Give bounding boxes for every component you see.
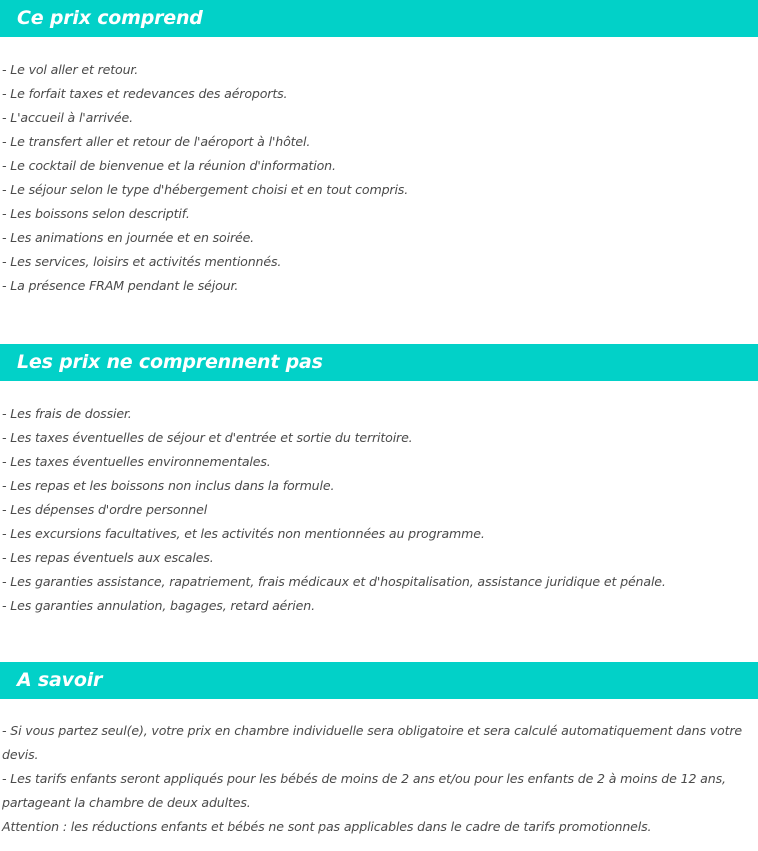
section-title: A savoir <box>17 669 103 691</box>
list-item: - Les taxes éventuelles environnementales. <box>2 454 271 469</box>
section-price-excludes <box>0 344 758 618</box>
list-item: - Les repas éventuels aux escales. <box>2 550 214 565</box>
section-header-good-to-know <box>0 662 758 699</box>
section-header-price-includes <box>0 0 758 37</box>
section-header-price-excludes <box>0 344 758 381</box>
list-item: - Les repas et les boissons non inclus dans la formule. <box>2 478 335 493</box>
list-item: - La présence FRAM pendant le séjour. <box>2 278 239 293</box>
list-item: - Les frais de dossier. <box>2 406 132 421</box>
list-item: - Les tarifs enfants seront appliqués pour les bébés de moins de 2 ans et/ou pour les enfants de 2 à moins de 12 ans, partageant la chambre de deux adultes. <box>2 771 726 810</box>
list-item: - Le séjour selon le type d'hébergement choisi et en tout compris. <box>2 182 409 197</box>
section-good-to-know <box>0 662 758 839</box>
list-item: Attention : les réductions enfants et bébés ne sont pas applicables dans le cadre de tarifs promotionnels. <box>2 819 652 834</box>
section-body-price-excludes <box>0 381 758 618</box>
list-item: - Le cocktail de bienvenue et la réunion d'information. <box>2 158 336 173</box>
list-item: - Les animations en journée et en soirée. <box>2 230 255 245</box>
list-item: - Les excursions facultatives, et les activités non mentionnées au programme. <box>2 526 485 541</box>
section-title: Les prix ne comprennent pas <box>17 351 323 373</box>
list-item: - Les taxes éventuelles de séjour et d'entrée et sortie du territoire. <box>2 430 413 445</box>
section-body-price-includes <box>0 37 758 298</box>
list-item: - Le transfert aller et retour de l'aéroport à l'hôtel. <box>2 134 311 149</box>
list-item: - Les dépenses d'ordre personnel <box>2 502 208 517</box>
list-item: - Si vous partez seul(e), votre prix en chambre individuelle sera obligatoire et sera calculé automatiquement dans votre devis. <box>2 723 742 762</box>
list-item: - Les garanties annulation, bagages, retard aérien. <box>2 598 315 613</box>
list-item: - Le forfait taxes et redevances des aéroports. <box>2 86 288 101</box>
section-title: Ce prix comprend <box>17 7 203 29</box>
list-item: - Les garanties assistance, rapatriement, frais médicaux et d'hospitalisation, assistance juridique et pénale. <box>2 574 666 589</box>
section-price-includes <box>0 0 758 298</box>
list-item: - L'accueil à l'arrivée. <box>2 110 133 125</box>
section-body-good-to-know <box>0 699 758 839</box>
list-item: - Les services, loisirs et activités mentionnés. <box>2 254 282 269</box>
list-item: - Les boissons selon descriptif. <box>2 206 190 221</box>
list-item: - Le vol aller et retour. <box>2 62 139 77</box>
